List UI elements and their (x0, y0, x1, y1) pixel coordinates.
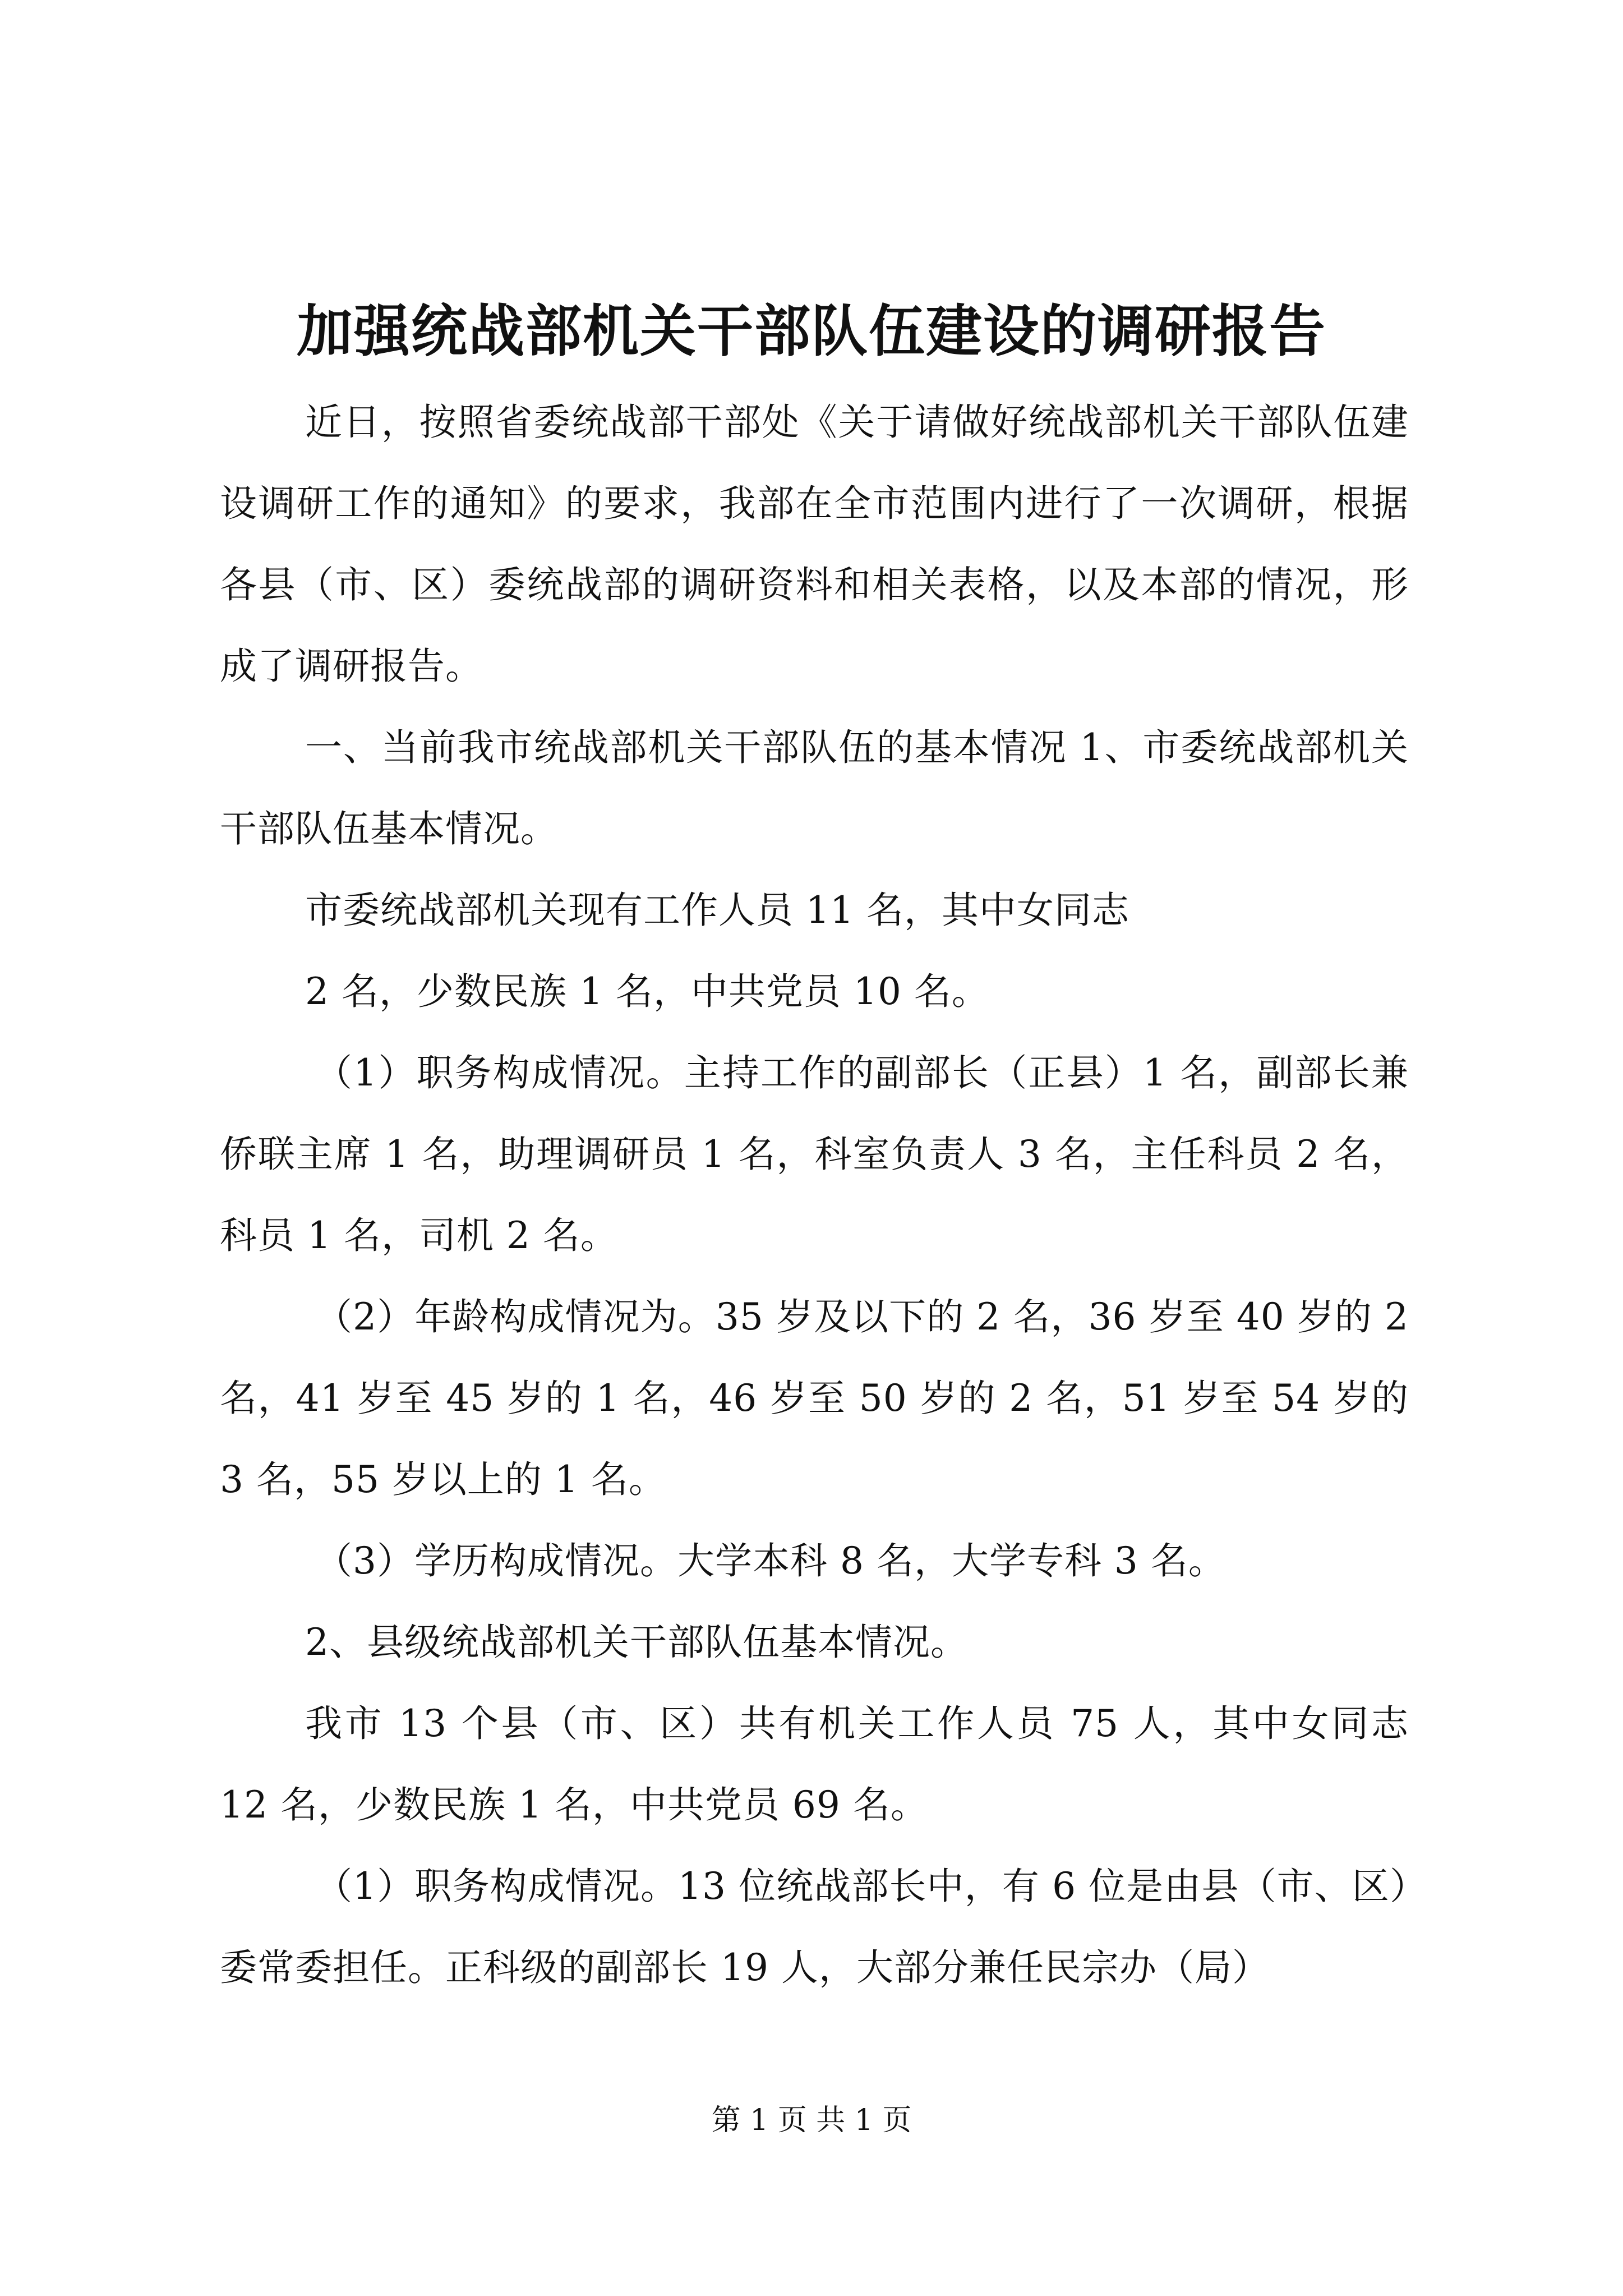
document-body (220, 381, 1409, 2008)
paragraph-county-position-structure: （1）职务构成情况。13 位统战部长中，有 6 位是由县（市、区）委常委担任。正科级的副部长 19 人，大部分兼任民宗办（局） (220, 1865, 1409, 1989)
paragraph-county-staff: 我市 13 个县（市、区）共有机关工作人员 75 人，其中女同志 12 名，少数民族 1 名，中共党员 69 名。 (220, 1702, 1409, 1826)
paragraph-city-staff: 市委统战部机关现有工作人员 11 名，其中女同志 (305, 889, 1129, 932)
paragraph-age-structure: （2）年龄构成情况为。35 岁及以下的 2 名，36 岁至 40 岁的 2 名，41 岁至 45 岁的 1 名，46 岁至 50 岁的 2 名，51 岁至 54 岁的 3 名，55 岁以上的 1 名。 (220, 1295, 1409, 1501)
document-title: 加强统战部机关干部队伍建设的调研报告 (297, 298, 1326, 364)
paragraph-county-heading: 2、县级统战部机关干部队伍基本情况。 (305, 1621, 968, 1664)
paragraph-intro: 近日，按照省委统战部干部处《关于请做好统战部机关干部队伍建设调研工作的通知》的要求，我部在全市范围内进行了一次调研，根据各县（市、区）委统战部的调研资料和相关表格，以及本部的情况，形成了调研报告。 (220, 401, 1409, 688)
page-footer: 第 1 页 共 1 页 (711, 2104, 912, 2137)
paragraph-city-staff-continued: 2 名，少数民族 1 名，中共党员 10 名。 (305, 970, 989, 1013)
paragraph-section-one: 一、当前我市统战部机关干部队伍的基本情况 1、市委统战部机关干部队伍基本情况。 (220, 726, 1409, 850)
paragraph-education-structure: （3）学历构成情况。大学本科 8 名，大学专科 3 名。 (315, 1539, 1226, 1582)
paragraph-position-structure: （1）职务构成情况。主持工作的副部长（正县）1 名，副部长兼侨联主席 1 名，助理调研员 1 名，科室负责人 3 名，主任科员 2 名，科员 1 名，司机 2 名。 (220, 1051, 1409, 1257)
